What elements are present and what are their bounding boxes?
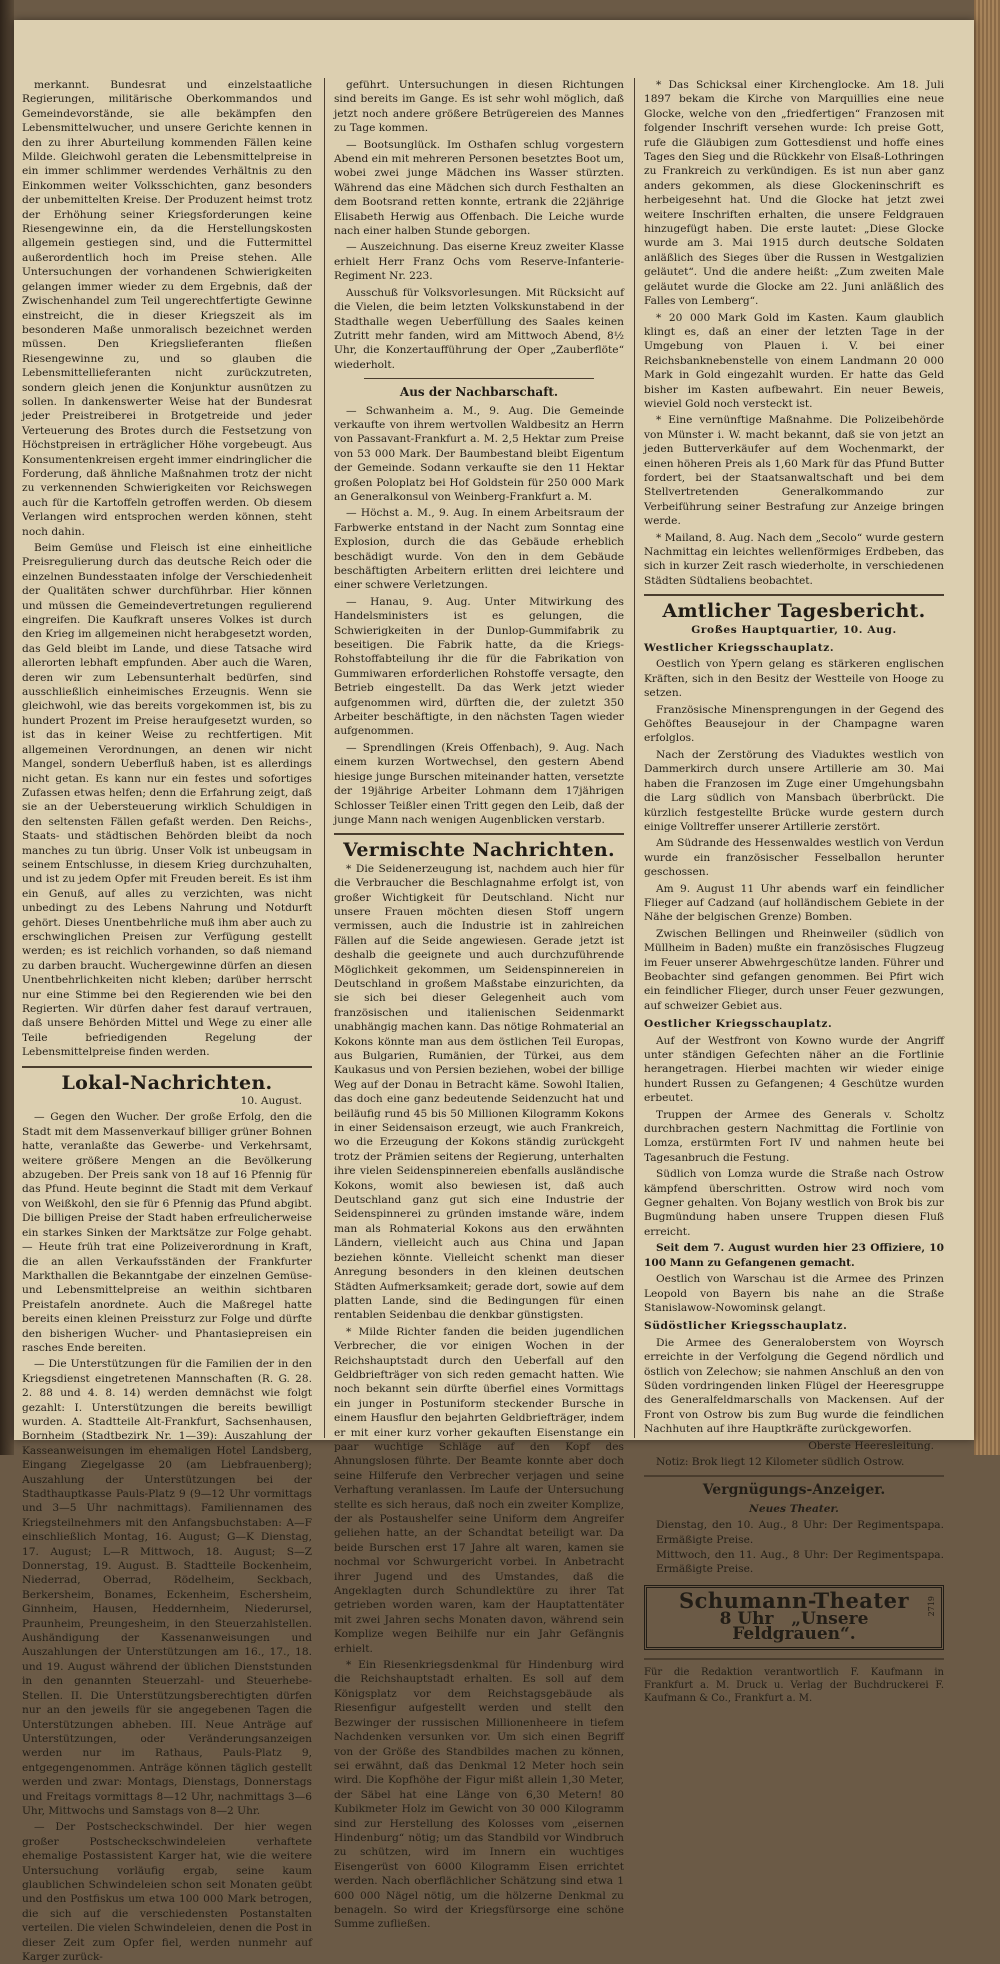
report-text: Oestlich von Warschau ist die Armee des Prinzen Leopold von Bayern bis nahe an die Straße Stanislawow-Nowominsk gelangt. xyxy=(644,1273,944,1314)
dateline: Großes Hauptquartier, 10. Aug. xyxy=(691,623,897,636)
column-rule xyxy=(324,78,325,1438)
advertisement-box xyxy=(644,1585,944,1650)
article-text: — Schwanheim a. M., 9. Aug. Die Gemeinde verkaufte von ihrem wertvollen Waldbesitz an Herrn von Passavant-Frankfurt a. M. 2,5 Hektar zum Preise von 53 000 Mark. Der Baumbestand bleibt Eigentum der Gemeinde. Sodann verkaufte sie den 11 Hektar großen Poloplatz bei Hof Goldstein für 250 000 Mark an Generalkonsul von Weinberg-Frankfurt a. M. xyxy=(334,404,624,503)
section-divider xyxy=(364,378,594,379)
article-text: merkannt. Bundesrat und einzelstaatliche Regierungen, militärische Oberkommandos und Gemeindevorstände, sie alle bekämpfen den Lebensmittelwucher, und unsere Gerichte kennen in den zu ihrer Aburteilung kommenden Fällen keine Milde. Gleichwohl geraten die Lebensmittelpreise in ein immer schlimmer werdendes Verhältnis zu den Einkommen weiter Volksschichten, ganz besonders der unbemittelten Kreise. Der Produzent heimst trotz der Erhöhung seiner Kriegsforderungen keine Riesengewinne ein, da die Herstellungskosten allgemein gestiegen sind, und die Futtermittel außerordentlich hoch im Preise stehen. Alle Untersuchungen der vorhandenen Schwierigkeiten gelangen immer wieder zu dem Ergebnis, daß der Zwischenhandel zum Teil ungerechtfertigte Gewinne einstreicht, die in dieser Kriegszeit als im besonderen Maße unmoralisch bezeichnet werden müssen. Den Kriegslieferanten fließen Riesengewinne zu, und so glauben die Lebensmittellieferanten nicht zurückzutreten, sondern gleich jenen die Konjunktur ausnützen zu sollen. In dankenswerter Weise hat der Bundesrat jeder Preistreiberei in Brotgetreide und jeder Verteuerung des Brotes durch die Festsetzung von Höchstpreisen in erträglicher Höhe vorgebeugt. Aus Konsumentenkreisen ergeht immer eindringlicher die Forderung, daß ähnliche Maßnahmen trotz der nicht zu verkennenden Schwierigkeiten vor Reichswegen auch für die Kartoffeln getroffen werden. Ob diesem Verlangen wird entsprochen werden können, steht noch dahin. xyxy=(22,79,312,538)
dateline: 10. August. xyxy=(240,1095,302,1108)
article-text: — Der Postscheckschwindel. Der hier wegen großer Postscheckschwindeleien verhaftete ehemalige Postassistent Karger hat, wie die weitere Untersuchung vorläufig ergab, seine kaum glaublichen Schwindeleien schon seit Monaten geübt und den Postfiskus um etwa 100 000 Mark betrogen, die sich auf die verschiedensten Postanstalten verteilen. Die vielen Schwindeleien, denen die Post in dieser Zeit zum Opfer fiel, werden nunmehr auf Karger zurück- xyxy=(22,1821,312,1963)
article-text: — Auszeichnung. Das eiserne Kreuz zweiter Klasse erhielt Herr Franz Ochs vom Reserve-Infanterie-Regiment Nr. 223. xyxy=(334,241,624,283)
report-text: Auf der Westfront von Kowno wurde der Angriff unter ständigen Gefechten näher an die Fortlinie herangetragen. Hierbei machten wir wieder einige hundert Russen zu Gefangenen; 4 Geschütze wurden erbeutet. xyxy=(644,1034,944,1105)
article-text: * Ein Riesenkriegsdenkmal für Hindenburg wird die Reichshauptstadt erhalten. Es soll auf dem Königsplatz vor dem Reichstagsgebäude als Riesenfigur aufgestellt werden und stellt den Bezwinger der russischen Millionenheere in tiefem Nachdenken versunken vor. Um sich einen Begriff von der Größe des Standbildes machen zu können, sei erwähnt, daß das Denkmal 12 Meter hoch sein wird. Die Kopfhöhe der Figur mißt allein 1,30 Meter, der Säbel hat eine Länge von 6,30 Metern! 80 Kubikmeter Holz im Gewicht von 30 000 Kilogramm sind zur Herstellung des Kolosses vom „eisernen Hindenburg“ nötig; um das Standbild vor Windbruch zu schützen, wird im Innern ein wuchtiges Eisengerüst von 6000 Kilogramm Eisen errichtet werden. Nach oberflächlicher Schätzung sind etwa 1 600 000 Nägel nötig, um die hölzerne Denkmal zu benageln. So wird der Kriegsfürsorge eine schöne Summe zufließen. xyxy=(334,1659,624,1931)
article-text: * 20 000 Mark Gold im Kasten. Kaum glaublich klingt es, daß an einer der letzten Tage in der Umgebung von Plauen i. V. bei einer Reichsbanknebenstelle von einem Landmann 20 000 Mark in Gold eingezahlt wurden. Er hatte das Geld bisher im Kasten aufbewahrt. Ein neuer Beweis, wieviel Gold noch versteckt ist. xyxy=(644,311,944,410)
page-stack-edge xyxy=(974,0,1000,1455)
column-2 xyxy=(334,78,624,1931)
article-text: * Milde Richter fanden die beiden jugendlichen Verbrecher, die vor einigen Wochen in der Reichshauptstadt durch den Ueberfall auf den Geldbriefträger von sich reden gemacht hatten. Wie noch bekannt sein dürfte überfiel eines Vormittags ein junger in Postuniform steckender Bursche in einem Hausflur den bejahrten Geldbriefträger, indem er mit einer kurz vorher gekauften Eisenstange ein paar wuchtige Schläge auf den Kopf des Ahnungslosen führte. Der Beamte konnte aber doch seine Hilferufe den Verbrecher verjagen und seine Verhaftung veranlassen. Im Laufe der Untersuchung stellte es sich heraus, daß noch ein zweiter Komplize, der als Postaushelfer seine Uniform dem Angreifer geliehen hatte, an der Schandtat beteiligt war. Da beide Burschen erst 17 Jahre alt waren, kamen sie nochmal vor Schwurgericht vorbei. In Anbetracht ihrer Jugend und des Umstandes, daß die Angeklagten durch Schundlektüre zu ihrer Tat getrieben worden waren, kam der Hauptattentäter mit zwei Jahren sechs Monaten davon, während sein Komplize wegen Beihilfe nur ein Jahr Gefängnis erhielt. xyxy=(334,1325,624,1655)
theater-title: Neues Theater. xyxy=(749,1502,839,1515)
article-text: — Gegen den Wucher. Der große Erfolg, den die Stadt mit dem Massenverkauf billiger grüner Bohnen hatte, veranlaßte das Gewerbe- und Verkehrsamt, weitere größere Mengen an die Bevölkerung abzugeben. Der Preis sank von 18 auf 16 Pfennig für das Pfund. Heute beginnt die Stadt mit dem Verkauf von Weißkohl, den sie für 6 Pfennig das Pfund abgibt. Die billigen Preise der Stadt haben erfreulicherweise ein starkes Sinken der Marktsätze zur Folge gehabt. — Heute früh trat eine Polizeiverordnung in Kraft, die an allen Verkaufsständen der Frankfurter Markthallen die Bekanntgabe der einzelnen Gemüse- und Lebensmittelpreise an weithin sichtbaren Preistafeln anordnete. Auch die Maßregel hatte bereits einen kleinen Preissturz zur Folge und dürfte den bisherigen Wucher- und Phantasiepreisen ein rasches Ende bereiten. xyxy=(22,1111,312,1354)
article-text: geführt. Untersuchungen in diesen Richtungen sind bereits im Gange. Es ist sehr wohl möglich, daß jetzt noch andere größere Betrügereien des Mannes zu Tage kommen. xyxy=(334,79,624,135)
column-3 xyxy=(644,78,945,1705)
section-heading-amtlich: Amtlicher Tagesbericht. xyxy=(662,600,926,623)
article-text: — Sprendlingen (Kreis Offenbach), 9. Aug. Nach einem kurzen Wortwechsel, den gestern Abend hiesige junge Burschen miteinander hatten, versetzte der 19jährige Arbeiter Lohmann dem 17jährigen Schlosser Teißler einen Tritt gegen den Leib, daß der junge Mann nach wenigen Augenblicken verstarb. xyxy=(334,741,624,826)
article-text: — Höchst a. M., 9. Aug. In einem Arbeitsraum der Farbwerke entstand in der Nacht zum Sonntag eine Explosion, durch die das Gebäude erheblich beschädigt wurde. Von den in dem Gebäude beschäftigten Arbeitern erlitten drei leichtere und einer schwere Verletzungen. xyxy=(334,507,624,592)
ad-code: 2719 xyxy=(926,1595,936,1617)
article-text: — Die Unterstützungen für die Familien der in den Kriegsdienst eingetretenen Mannschaften (R. G. 28. 2. 88 und 4. 8. 14) werden demnächst wie folgt gezahlt: I. Unterstützungen die bereits bewilligt wurden. A. Stadtteile Alt-Frankfurt, Sachsenhausen, Bornheim (Stadtbezirk Nr. 1—39): Auszahlung der Kasseanweisungen im ehemaligen Hotel Landsberg, Eingang Ziegelgasse 20 (am Liebfrauenberg); Auszahlung der Unterstützungen bei der Stadthauptkasse Pauls-Platz 9 (9—12 Uhr vormittags und 3—5 Uhr nachmittags). Familiennamen des Kriegsteilnehmers mit den Anfangsbuchstaben: A—F einschließlich Montag, 16. August; G—K Dienstag, 17. August; L—R Mittwoch, 18. August; S—Z Donnerstag, 19. August. B. Stadtteile Bockenheim, Niederrad, Oberrad, Rödelheim, Seckbach, Berkersheim, Bonames, Eckenheim, Eschersheim, Ginnheim, Hausen, Heddernheim, Niederursel, Praunheim, Preungesheim, in den Steuerzahlstellen. Aushändigung der Kassenanweisungen und Auszahlungen der Unterstützungen am 16., 17., 18. und 19. August während der üblichen Dienststunden in den genannten Steuerzahl- und Steuerhebe-Stellen. II. Die Unterstützungsberechtigten dürfen nur an den jeweils für sie angegebenen Tagen die Unterstützungen abheben. III. Neue Anträge auf Unterstützungen, oder Veränderungsanzeigen werden nur im Rathaus, Pauls-Platz 9, entgegengenommen. Anträge können täglich gestellt werden und zwar: Montags, Dienstags, Donnerstags und Freitags vormittags 8—12 Uhr, nachmittags 3—6 Uhr, Mittwochs und Samstags von 8—2 Uhr. xyxy=(22,1358,312,1817)
ad-title: Schumann-Theater xyxy=(678,1587,910,1613)
subheading-suedost: Südöstlicher Kriegsschauplatz. xyxy=(644,1320,848,1333)
article-text: * Das Schicksal einer Kirchenglocke. Am 18. Juli 1897 bekam die Kirche von Marquillies eine neue Glocke, welche von den „friedfertigen“ Franzosen mit folgender Inschrift versehen wurde: Ich preise Gott, rufe die Gläubigen zum Gottesdienst und hoffe eines Tages den Sieg und die Rückkehr von Elsaß-Lothringen zu Frankreich zu verkündigen. Es ist nun aber ganz anders gekommen, als diese Glockeninschrift es herbeigesehnt hat. Und die Glocke hat jetzt zwei weitere Inschriften erhalten, die unsere Feldgrauen hinzugefügt haben. Die erste lautet: „Diese Glocke wurde am 3. Mai 1915 durch deutsche Soldaten anläßlich des Sieges über die Russen in Westgalizien geläutet“. Und die andere heißt: „Zum zweiten Male geläutet wurde die Glocke am 22. Juni anläßlich des Falles von Lemberg“. xyxy=(644,79,944,308)
theater-listing: Mittwoch, den 11. Aug., 8 Uhr: Der Regimentspapa. Ermäßigte Preise. xyxy=(656,1549,944,1576)
newspaper-page xyxy=(14,20,974,1963)
imprint: Für die Redaktion verantwortlich F. Kaufmann in Frankfurt a. M. Druck u. Verlag der Buchdruckerei F. Kaufmann & Co., Frankfurt a. M. xyxy=(644,1667,944,1705)
ad-time: 8 Uhr xyxy=(719,1609,774,1630)
article-text: — Hanau, 9. Aug. Unter Mitwirkung des Handelsministers ist es gelungen, die Schwierigkeiten in der Dunlop-Gummifabrik zu beseitigen. Die Fabrik hatte, da die Kriegs-Rohstoffabteilung ihr die für die Fabrikation von Gummiwaren erforderlichen Rohstoffe versagte, den Betrieb eingestellt. Da das Werk jetzt wieder aufgenommen wird, dürften die, der zuletzt 350 Arbeiter beschäftigte, in den nächsten Tagen wieder aufgenommen. xyxy=(334,595,624,738)
ad-program xyxy=(655,1609,933,1644)
subheading-ost: Oestlicher Kriegsschauplatz. xyxy=(644,1018,833,1031)
section-divider xyxy=(334,833,624,835)
article-text: — Bootsunglück. Im Osthafen schlug vorgestern Abend ein mit mehreren Personen besetztes Boot um, wobei zwei junge Mädchen ins Wasser stürzten. Während das eine Mädchen sich durch Festhalten an dem Bootsrand retten konnte, ertrank die 22jährige Elisabeth Herwig aus Offenbach. Die Leiche wurde nach einer halben Stunde geborgen. xyxy=(334,138,624,238)
report-text: Am 9. August 11 Uhr abends warf ein feindlicher Flieger auf Cadzand (auf holländischem Gebiete in der Nähe der belgischen Grenze) Bomben. xyxy=(644,882,944,924)
section-heading-lokal: Lokal-Nachrichten. xyxy=(61,1071,273,1094)
ad-play: „Unsere Feldgrauen“. xyxy=(732,1609,869,1644)
section-heading-vermischte: Vermischte Nachrichten. xyxy=(343,839,615,862)
signature: Oberste Heeresleitung. xyxy=(808,1439,934,1452)
article-text: * Die Seidenerzeugung ist, nachdem auch hier für die Verbraucher die Beschlagnahme erfolgt ist, von großer Wichtigkeit für Deutschland. Nicht nur unsere Frauen möchten diesen Stoff ungern vermissen, auch die Industrie ist in zahlreichen Fällen auf die Seide angewiesen. Gerade jetzt ist deshalb die geeignete und auch durchzuführende Möglichkeit gekommen, um Seidenspinnereien in Deutschland in großem Maßstabe einzurichten, da sie sich bei dieser Gelegenheit auch vom französischen und italienischen Seidenmarkt unabhängig machen kann. Das nötige Rohmaterial an Kokons könnte man aus dem östlichen Teil Europas, aus Bulgarien, Rumänien, der Türkei, aus dem Kaukasus und von Persien beziehen, wobei der billige Weg auf der Donau in Betracht käme. Sowohl Italien, das doch eine ganz bedeutende Seidenzucht hat und beiläufig rund 45 bis 50 Millionen Kilogramm Kokons in einer Seidensaison erzeugt, wie auch Frankreich, wo die Erzeugung der Kokons ständig zurückgeht trotz der Prämien seitens der Regierung, unterhalten ihre vielen Seidenspinnereien ebenfalls ausländische Kokons, womit also bewiesen ist, daß auch Deutschland ganz gut sich eine Industrie der Seidenspinnerei zu gründen imstande wäre, indem man als Rohmaterial Kokons aus den erwähnten Ländern, vielleicht auch aus China und Japan beziehen könnte. Vielleicht schenkt man dieser Anregung besonders in den kleinen deutschen Städten Aufmerksamkeit; gerade dort, sowie auf dem platten Lande, sind die Bedingungen für einen rentablen Seidenbau die denkbar günstigsten. xyxy=(334,862,624,1322)
column-rule xyxy=(634,78,635,1438)
report-text: Truppen der Armee des Generals v. Scholtz durchbrachen gestern Nachmittag die Fortlinie von Lomza, erstürmten Fort IV und nahmen heute bei Tagesanbruch die Festung. xyxy=(644,1108,944,1164)
notice-text: Notiz: Brok liegt 12 Kilometer südlich Ostrow. xyxy=(656,1455,905,1468)
article-text: Ausschuß für Volksvorlesungen. Mit Rücksicht auf die Vielen, die beim letzten Volkskunstabend in der Stadthalle wegen Ueberfüllung des Saales keinen Zutritt mehr fanden, wird am Mittwoch Abend, 8½ Uhr, die Konzertaufführung der Oper „Zauberflöte“ wiederholt. xyxy=(334,286,624,371)
report-text: Französische Minensprengungen in der Gegend des Gehöftes Beausejour in der Champagne waren erfolglos. xyxy=(644,703,944,745)
subheading-west: Westlicher Kriegsschauplatz. xyxy=(644,642,835,655)
section-divider xyxy=(644,594,944,596)
report-text: Die Armee des Generaloberstem von Woyrsch erreichte in der Verfolgung die Gegend nördlich und östlich von Zelechow; sie nahmen Anschluß an den von Süden vordringenden linken Flügel der Heeresgruppe des Generalfeldmarschalls von Mackensen. Auf der Front von Ostrow bis zum Bug wurde die feindlichen Nachhuten auf ihre Hauptkräfte zurückgeworfen. xyxy=(644,1336,944,1436)
report-text: Seit dem 7. August wurden hier 23 Offiziere, 10 100 Mann zu Gefangenen gemacht. xyxy=(644,1242,944,1269)
section-heading-nachbarschaft: Aus der Nachbarschaft. xyxy=(399,385,559,400)
report-text: Südlich von Lomza wurde die Straße nach Ostrow kämpfend überschritten. Ostrow wird noch vom Gegner gehalten. Von Bojany westlich von Brok bis zur Bugmündung haben unsere Truppen diesen Fluß erreicht. xyxy=(644,1168,944,1238)
section-divider xyxy=(644,1475,944,1477)
article-text: * Mailand, 8. Aug. Nach dem „Secolo“ wurde gestern Nachmittag ein leichtes wellenförmiges Erdbeben, das sich in kurzer Zeit rasch wiederholte, in verschiedenen Städten Südtaliens beobachtet. xyxy=(644,531,944,587)
article-text: Beim Gemüse und Fleisch ist eine einheitliche Preisregulierung durch das deutsche Reich oder die einzelnen Bundesstaaten infolge der Verschiedenheit der Qualitäten schwer durchführbar. Hier können und müssen die Gemeindevertretungen regulierend eingreifen. Die Kaufkraft unseres Volkes ist durch den Krieg im allgemeinen nicht herabgesetzt worden, das Geld bleibt im Lande, und diese Tatsache wird allerorten lebhaft empfunden. Aber auch die Waren, deren wir zum Lebensunterhalt bedürfen, sind ausschließlich einheimisches Erzeugnis. Wenn sie gleichwohl, wie das bereits vorgekommen ist, bis zu hundert Prozent im Preise heraufgesetzt wurden, so ist das in keiner Weise zu rechtfertigen. Mit allgemeinen Verordnungen, an denen wir nicht Mangel, sondern Ueberfluß haben, ist es allerdings nicht getan. Es kann nur ein festes und sofortiges Zufassen etwas helfen; denn die Erfahrung zeigt, daß sie an der Uebersteuerung wirklich Schuldigen in den seltensten Fällen gefaßt werden. Den Reichs-, Staats- und städtischen Behörden bleibt da noch manches zu tun übrig. Unser Volk ist unbeugsam in seinem Entschlusse, in diesem Krieg durchzuhalten, und ist zu jedem Opfer mit Freuden bereit. Es ist ihm ein Genuß, auf alles zu verzichten, was nicht unbedingt zu des Lebens Nahrung und Notdurft gehört. Dieses Unentbehrliche muß ihm aber auch zu erschwinglichen Preisen zur Verfügung gestellt werden; es ist reichlich vorhanden, so daß niemand zu darben braucht. Wuchergewinne dürfen an diesen Unentbehrlichkeiten nicht kleben; darüber herrscht nur eine Stimme bei den Regierenden wie bei den Regierten. Wir dürfen daher fest darauf vertrauen, daß unsere Behörden Mittel und Wege zu einer alle Teile befriedigenden Regelung der Lebensmittelpreise finden werden. xyxy=(22,542,312,1059)
article-text: * Eine vernünftige Maßnahme. Die Polizeibehörde von Münster i. W. macht bekannt, daß sie von jetzt an jeden Butterverkäufer auf dem Wochenmarkt, der einen höheren Preis als 1,60 Mark für das Pfund Butter fordert, bei der Staatsanwaltschaft und bei dem Stellvertretenden Generalkommando zur Verbeiführung seiner Bestrafung zur Anzeige bringen werde. xyxy=(644,414,944,528)
theater-listing: Dienstag, den 10. Aug., 8 Uhr: Der Regimentspapa. Ermäßigte Preise. xyxy=(656,1519,944,1546)
report-text: Oestlich von Ypern gelang es stärkeren englischen Kräften, sich in den Besitz der Westteile von Hooge zu setzen. xyxy=(644,658,944,700)
section-heading-vergnuegung: Vergnügungs-Anzeiger. xyxy=(702,1482,886,1499)
column-1 xyxy=(22,78,312,1963)
report-text: Am Südrande des Hessenwaldes westlich von Verdun wurde ein französischer Fesselballon herunter geschossen. xyxy=(644,837,944,879)
report-text: Nach der Zerstörung des Viaduktes westlich von Dammerkirch durch unsere Artillerie am 30. Mai haben die Franzosen im Zuge einer Umgehungsbahn die Larg südlich von Mansbach überbrückt. Die kürzlich festgestellte Brücke wurde gestern durch einige Volltreffer unserer Artillerie zerstört. xyxy=(644,748,944,833)
book-binding xyxy=(0,0,14,1455)
section-divider xyxy=(22,1066,312,1068)
report-text: Zwischen Bellingen und Rheinweiler (südlich von Müllheim in Baden) mußte ein französisches Flugzeug im Feuer unserer Abwehrgeschütze landen. Führer und Beobachter sind gefangen genommen. Bei Pfirt wich ein feindlicher Flieger, durch unser Feuer gezwungen, auf schweizer Gebiet aus. xyxy=(644,927,945,1012)
section-divider xyxy=(644,1658,944,1660)
